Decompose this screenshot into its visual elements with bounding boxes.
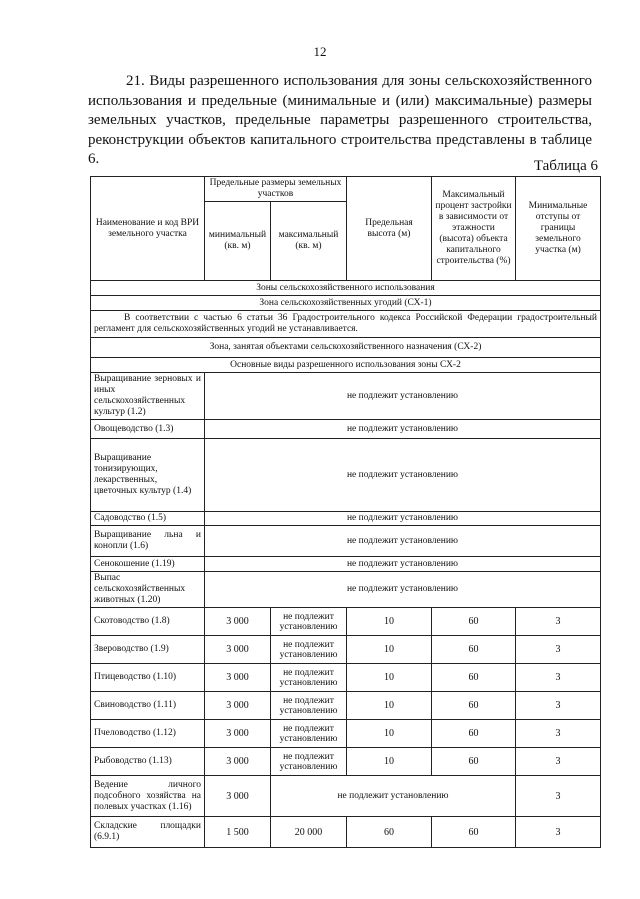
table-row — [91, 512, 601, 526]
cell-setback: 3 — [516, 692, 601, 720]
row-value: не подлежит установлению — [205, 439, 601, 512]
cell-height: 10 — [347, 608, 432, 636]
cell-max: не подлежит установлению — [271, 720, 347, 748]
row-name: Свиноводство (1.11) — [91, 692, 205, 720]
cell-min: 3 000 — [205, 720, 271, 748]
section-row — [91, 338, 601, 358]
cell-min: 3 000 — [205, 748, 271, 776]
cell-height: 10 — [347, 748, 432, 776]
row-name: Выращивание тонизирующих, лекарственных, цветочных культур (1.4) — [91, 439, 205, 512]
cell-coverage: 60 — [432, 664, 516, 692]
section-cx2-main: Основные виды разрешенного использования зоны СХ-2 — [91, 358, 601, 373]
cell-coverage: 60 — [432, 748, 516, 776]
page-number: 12 — [313, 44, 327, 59]
row-value: не подлежит установлению — [205, 572, 601, 608]
cell-setback: 3 — [516, 608, 601, 636]
row-value: не подлежит установлению — [205, 557, 601, 572]
header-name: Наименование и код ВРИ земельного участка — [91, 177, 205, 281]
intro-paragraph: 21. Виды разрешенного использования для зоны сельскохозяйственного использования и предельные (минимальные и (или) максимальные) размеры земельных участков, предельные параметры разрешенного строительства, реконструкции объектов капитального строительства представлены в таблице 6. — [88, 73, 592, 167]
table-row — [91, 720, 601, 748]
cell-height: 10 — [347, 692, 432, 720]
cell-setback: 3 — [516, 776, 601, 817]
cell-min: 3 000 — [205, 692, 271, 720]
section-row — [91, 281, 601, 296]
table-row — [91, 572, 601, 608]
cell-min: 3 000 — [205, 664, 271, 692]
row-name: Рыбоводство (1.13) — [91, 748, 205, 776]
section-cx1: Зона сельскохозяйственных угодий (СХ-1) — [91, 296, 601, 311]
table-row — [91, 526, 601, 557]
row-name: Выпас сельскохозяйственных животных (1.20) — [91, 572, 205, 608]
cell-coverage: 60 — [432, 692, 516, 720]
row-name: Птицеводство (1.10) — [91, 664, 205, 692]
cell-max: 20 000 — [271, 817, 347, 848]
row-value: не подлежит установлению — [205, 526, 601, 557]
table-row — [91, 439, 601, 512]
row-value: не подлежит установлению — [205, 373, 601, 420]
row-name: Скотоводство (1.8) — [91, 608, 205, 636]
row-name: Ведение личного подсобного хозяйства на полевых участках (1.16) — [91, 776, 205, 817]
cell-max: не подлежит установлению — [271, 692, 347, 720]
section-cx1-note: В соответствии с частью 6 статьи 36 Градостроительного кодекса Российской Федерации градостроительный регламент для сельскохозяйственных угодий не устанавливается. — [91, 311, 601, 338]
cell-min: 3 000 — [205, 608, 271, 636]
table-row — [91, 636, 601, 664]
cell-max: не подлежит установлению — [271, 608, 347, 636]
table-row — [91, 664, 601, 692]
table-row — [91, 817, 601, 848]
cell-not-set: не подлежит установлению — [271, 776, 516, 817]
header-coverage: Максимальный процент застройки в зависимости от этажности (высота) объекта капитального строительства (%) — [432, 177, 516, 281]
cell-min: 3 000 — [205, 636, 271, 664]
table-row — [91, 692, 601, 720]
row-name: Садоводство (1.5) — [91, 512, 205, 526]
row-name: Выращивание зерновых и иных сельскохозяйственных культур (1.2) — [91, 373, 205, 420]
cell-setback: 3 — [516, 636, 601, 664]
cell-coverage: 60 — [432, 720, 516, 748]
cell-height: 10 — [347, 636, 432, 664]
section-cx2: Зона, занятая объектами сельскохозяйственного назначения (СХ-2) — [91, 338, 601, 358]
cell-setback: 3 — [516, 817, 601, 848]
cell-max: не подлежит установлению — [271, 748, 347, 776]
header-min: минимальный (кв. м) — [205, 202, 271, 281]
section-row — [91, 296, 601, 311]
row-value: не подлежит установлению — [205, 512, 601, 526]
cell-min: 1 500 — [205, 817, 271, 848]
section-zones: Зоны сельскохозяйственного использования — [91, 281, 601, 296]
table-header-row — [91, 177, 601, 202]
table-row — [91, 748, 601, 776]
cell-min: 3 000 — [205, 776, 271, 817]
table-row — [91, 776, 601, 817]
cell-setback: 3 — [516, 664, 601, 692]
header-max: максимальный (кв. м) — [271, 202, 347, 281]
row-name: Выращивание льна и конопли (1.6) — [91, 526, 205, 557]
table-row — [91, 373, 601, 420]
header-height: Предельная высота (м) — [347, 177, 432, 281]
table-row — [91, 557, 601, 572]
row-name: Овощеводство (1.3) — [91, 420, 205, 439]
row-name: Складские площадки (6.9.1) — [91, 817, 205, 848]
header-setback: Минимальные отступы от границы земельного участка (м) — [516, 177, 601, 281]
cell-setback: 3 — [516, 720, 601, 748]
row-name: Сенокошение (1.19) — [91, 557, 205, 572]
section-row — [91, 311, 601, 338]
table-row — [91, 420, 601, 439]
cell-max: не подлежит установлению — [271, 664, 347, 692]
table-caption: Таблица 6 — [533, 158, 598, 174]
cell-setback: 3 — [516, 748, 601, 776]
cell-height: 60 — [347, 817, 432, 848]
row-value: не подлежит установлению — [205, 420, 601, 439]
row-name: Пчеловодство (1.12) — [91, 720, 205, 748]
table-row — [91, 608, 601, 636]
cell-max: не подлежит установлению — [271, 636, 347, 664]
cell-height: 10 — [347, 664, 432, 692]
cell-coverage: 60 — [432, 636, 516, 664]
zoning-table — [90, 176, 601, 848]
cell-coverage: 60 — [432, 817, 516, 848]
cell-height: 10 — [347, 720, 432, 748]
cell-coverage: 60 — [432, 608, 516, 636]
section-row — [91, 358, 601, 373]
row-name: Звероводство (1.9) — [91, 636, 205, 664]
header-plot-sizes: Предельные размеры земельных участков — [205, 177, 347, 202]
